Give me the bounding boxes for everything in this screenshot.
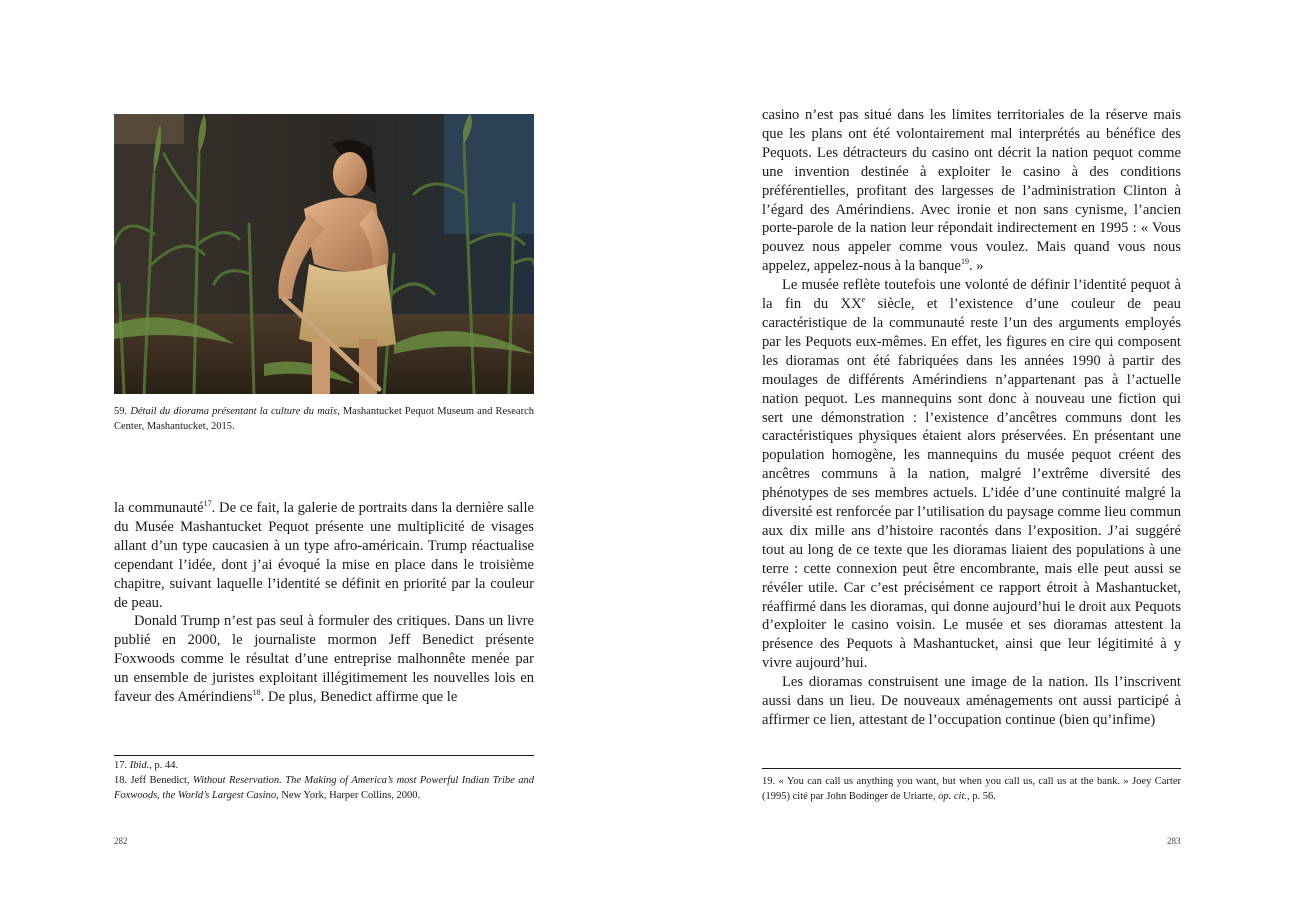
footnote-19: 19. « You can call us anything you want, but when you call us, call us at the bank. » Joey Carter (1995) cité par John Bodinger de Uriarte, op. cit., p. 56. [762,776,1181,802]
caption-title: Détail du diorama présentant la culture du maïs [130,406,338,417]
caption-rest: , Mashantucket Pequot Museum and Research Center, Mashantucket, 2015. [114,406,534,432]
footnote-ref-19: 19 [960,257,969,267]
footnotes [114,758,534,803]
figure-caption [114,404,534,434]
left-body-text [114,499,534,707]
footnote-ref-18: 18 [252,688,261,698]
footnote-rule [114,755,534,756]
paragraph: Le musée reflète toutefois une volonté de définir l’identité pequot à la fin du XXe siècle, et l’existence d’une couleur de peau caractéristique de la communauté reste l’un des arguments employés par les Pequots eux-mêmes. En effet, les figures en cire qui composent les dioramas ont été fabriquées dans les années 1990 à partir des moulages de différents Amérindiens n’appartenant pas à l’actuelle nation pequot. Les mannequins sont donc à nouveau une fiction qui sert une démonstration : l’existence d’ancêtres communs dont les caractéristiques physiques étaient alors préservées. En présentant une population homogène, les mannequins du musée pequot créent des ancêtres communs à la nation, malgré l’extrême diversité des phénotypes de ses membres actuels. L’idée d’une continuité malgré la diversité est renforcée par l’utilisation du paysage comme lieu commun aux dix mille ans d’histoire racontés dans l’exposition. J’ai suggéré tout au long de ce texte que les dioramas liaient des populations à une terre : cette connexion peut être encombrante, mais elle peut aussi se révéler utile. Car c’est précisément ce rapport étroit à Mashantucket, réaffirmé dans les dioramas, qui donne aujourd’hui le droit aux Pequots d’exploiter le casino voisin. Le musée et ses dioramas attestent la présence des Pequots à Mashantucket, ainsi que leur légitimité à y vivre aujourd’hui. [762,277,1181,672]
footnote-ref-17: 17 [203,499,212,509]
paragraph: la communauté$^{17}$. De ce fait, la galerie de portraits dans la dernière salle du Musée Mashantucket Pequot présente une multiplicité de visages allant d’un type caucasien à un type afro-américain. Trump réactualise cependant l’idée, dont j’ai évoqué la mise en place dans le troisième chapitre, suivant laquelle l’identité se définit en priorité par la couleur de peau. [114,499,534,611]
caption-number: 59. [114,406,131,417]
footnote-18: 18. Jeff Benedict, Without Reservation. The Making of America’s most Powerful Indian Tribe and Foxwoods, the World’s Largest Casino, New York, Harper Collins, 2000. [114,775,534,801]
paragraph: casino n’est pas situé dans les limites territoriales de la réserve mais que les plans ont été volontairement mal interprétés au bénéfice des Pequots. Les détracteurs du casino ont décrit la nation pequot comme une invention destinée à exploiter le casino à des conditions préférentielles, profitant des largesses de l’administration Clinton à l’égard des Amérindiens. Avec ironie et non sans cynisme, l’ancien porte-parole de la nation leur répondait indirectement en 1995 : « Vous pouvez nous appeler comme vous voulez. Mais quand vous nous appelez, appelez-nous à la banque$^{19}$. » [762,107,1181,275]
footnotes [762,774,1181,804]
page-number: 283 [1167,836,1181,846]
right-body-text [762,106,1181,730]
diorama-photo [114,114,534,394]
footnote-17: 17. Ibid., p. 44. [114,760,179,771]
paragraph: Les dioramas construisent une image de la nation. Ils l’inscrivent aussi dans un lieu. De nouveaux aménagements ont aussi participé à affirmer ce lien, attestant de l’occupation continue (bien qu’infime) [762,674,1181,728]
page-number: 282 [114,836,128,846]
footnote-rule [762,768,1181,769]
right-page [647,0,1294,913]
paragraph: Donald Trump n’est pas seul à formuler des critiques. Dans un livre publié en 2000, le journaliste mormon Jeff Benedict présente Foxwoods comme le résultat d’une entreprise malhonnête menée par un ensemble de juristes exploitant illégitimement les nouvelles lois en faveur des Amérindiens$^{18}$. De plus, Benedict affirme que le [114,613,534,706]
